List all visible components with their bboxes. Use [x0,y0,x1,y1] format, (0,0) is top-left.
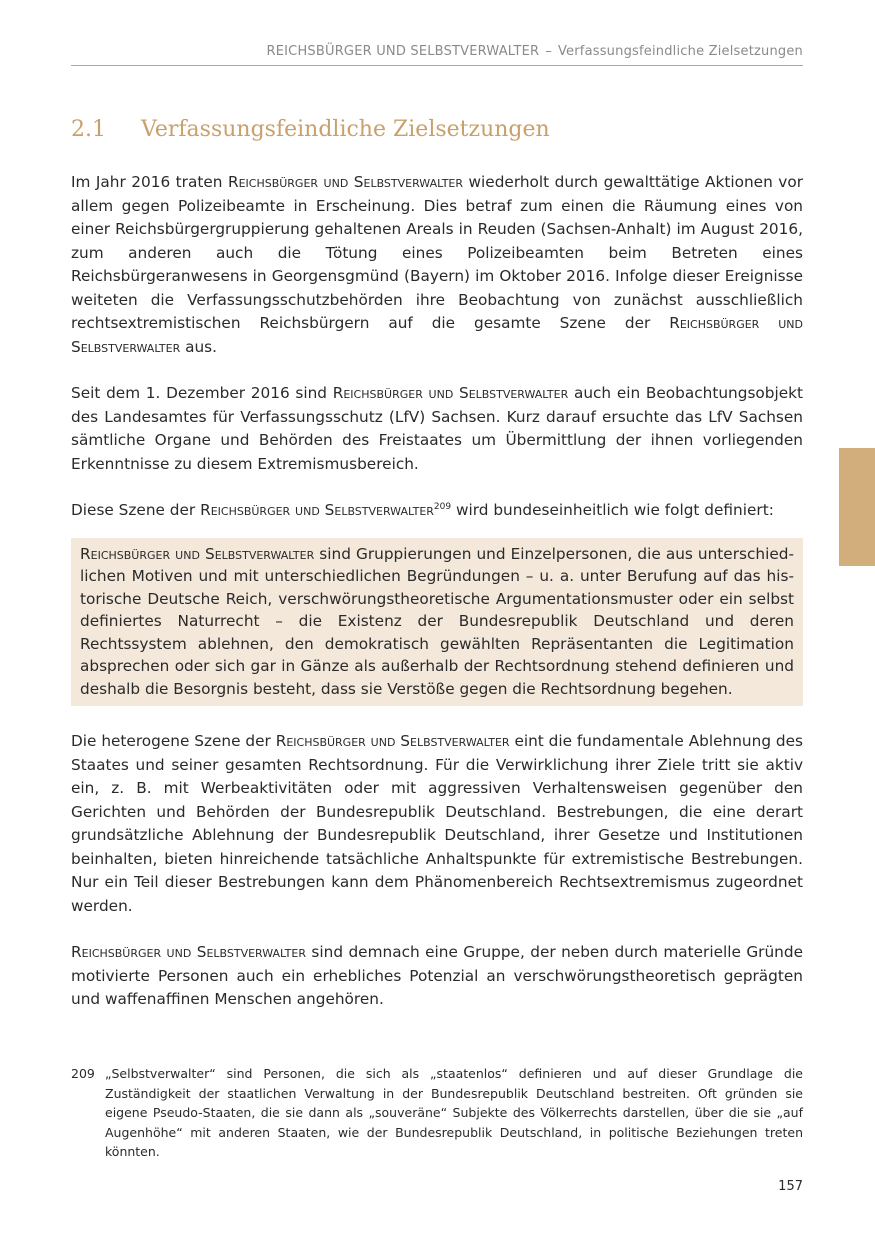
footnote [71,1064,803,1162]
paragraph-5: Reichsbürger und Selbstverwalter sind demnach eine Gruppe, der neben durch materielle Gründe motivierte Personen auch ein erhebliches Potenzial an verschwörungstheoretisch geprägten und waffenaffinen Menschen angehören. [71,943,803,1008]
chapter-side-tab [839,448,875,566]
term: Reichsbürger und Selbstverwalter [275,732,510,750]
header-separator: – [545,44,552,59]
term: Reichsbürger und Selbstverwalter [200,501,434,519]
header-part2: Verfassungsfeindliche Zielsetzungen [557,44,803,59]
footnote-text: „Selbstverwalter“ sind Personen, die sich als „staatenlos“ definieren und auf dieser Grundlage die Zuständigkeit der staatlichen Verwaltung in der Bundesrepublik Deutschland bestreiten. Oft gründen sie eigene Pseudo-Staaten, die sie dann als „souveräne“ Subjekte des Völkerrechts darstellen, über die sie „auf Augenhöhe“ mit anderen Staaten, wie der Bundesrepublik Deutschland, in politische Beziehungen treten könnten. [105,1066,803,1159]
term: Reichsbürger und Selbstverwalter [227,173,464,191]
term: Reichsbürger und Selbstverwalter [71,943,306,961]
section-title: Verfassungsfeindliche Zielsetzungen [141,117,550,142]
definition-box: Reichsbürger und Selbstverwalter sind Gruppierungen und Einzelpersonen, die aus unterschiedlichen Motiven und mit unterschiedlichen Begründungen – u. a. unter Berufung auf das historische Deutsche Reich, verschwörungstheoretische Argumentationsmuster oder ein selbst definiertes Naturrecht – die Existenz der Bundesrepublik Deutschland und deren Rechtssystem ablehnen, den demokratisch gewählten Repräsentanten die Legitimation absprechen oder sich gar in Gänze als außerhalb der Rechtsordnung stehend definieren und deshalb die Besorgnis besteht, dass sie Verstöße gegen die Rechtsordnung begehen. [71,538,803,707]
header-part1: REICHSBÜRGER UND SELBSTVERWALTER [266,44,540,59]
term: Reichsbürger und Selbstverwalter [332,384,569,402]
running-header [71,44,803,66]
term: Reichsbürger und Selbstverwalter [71,314,803,356]
paragraph-4: Die heterogene Szene der Reichsbürger und Selbstverwalter eint die fundamentale Ablehnung des Staates und seiner gesamten Rechtsordnung. Für die Verwirklichung ihrer Ziele tritt sie aktiv ein, z. B. mit Werbeaktivitäten oder mit aggressiven Verhaltensweisen gegenüber den Gerichten und Behörden der Bundesrepublik Deutschland. Bestrebungen, die eine derart grundsätzliche Ablehnung der Bundesrepublik Deutschland, ihrer Gesetze und Institutionen beinhalten, bieten hinreichende tatsächliche Anhaltspunkte für extremistische Bestrebungen. Nur ein Teil dieser Bestrebungen kann dem Phänomenbereich Rechtsextremismus zugeordnet werden. [71,732,803,915]
term: Reichsbürger und Selbstverwalter [80,544,315,563]
body-text [71,171,803,1035]
paragraph-1: Im Jahr 2016 traten Reichsbürger und Selbstverwalter wiederholt durch gewalttätige Aktionen vor allem gegen Polizeibeamte in Erscheinung. Dies betraf zum einen die Räumung eines von einer Reichsbürgergruppierung gehaltenen Areals in Reuden (Sachsen-Anhalt) im August 2016, zum anderen auch die Tötung eines Polizeibeamten beim Betreten eines Reichsbürgeranwesens in Georgensgmünd (Bayern) im Oktober 2016. Infolge dieser Ereignisse weiteten die Verfassungsschutzbehörden ihre Beobachtung von zunächst ausschließlich rechtsextremistischen Reichsbürgern auf die gesamte Szene der Reichsbürger und Selbstverwalter aus. [71,173,803,356]
footnote-number: 209 [71,1066,95,1081]
paragraph-2: Seit dem 1. Dezember 2016 sind Reichsbürger und Selbstverwalter auch ein Beobachtungsobjekt des Landesamtes für Verfassungsschutz (LfV) Sachsen. Kurz darauf ersuchte das LfV Sachsen sämtliche Organe und Behörden des Freistaates um Übermittlung der ihnen vorliegenden Erkenntnisse zu diesem Extremismusbereich. [71,384,804,473]
page-number: 157 [778,1179,803,1194]
section-number: 2.1 [71,117,106,142]
footnote-reference[interactable]: 209 [433,502,452,512]
section-heading [71,117,550,142]
paragraph-3: Diese Szene der Reichsbürger und Selbstverwalter$^{209}$ wird bundeseinheitlich wie folgt definiert: [71,501,774,519]
